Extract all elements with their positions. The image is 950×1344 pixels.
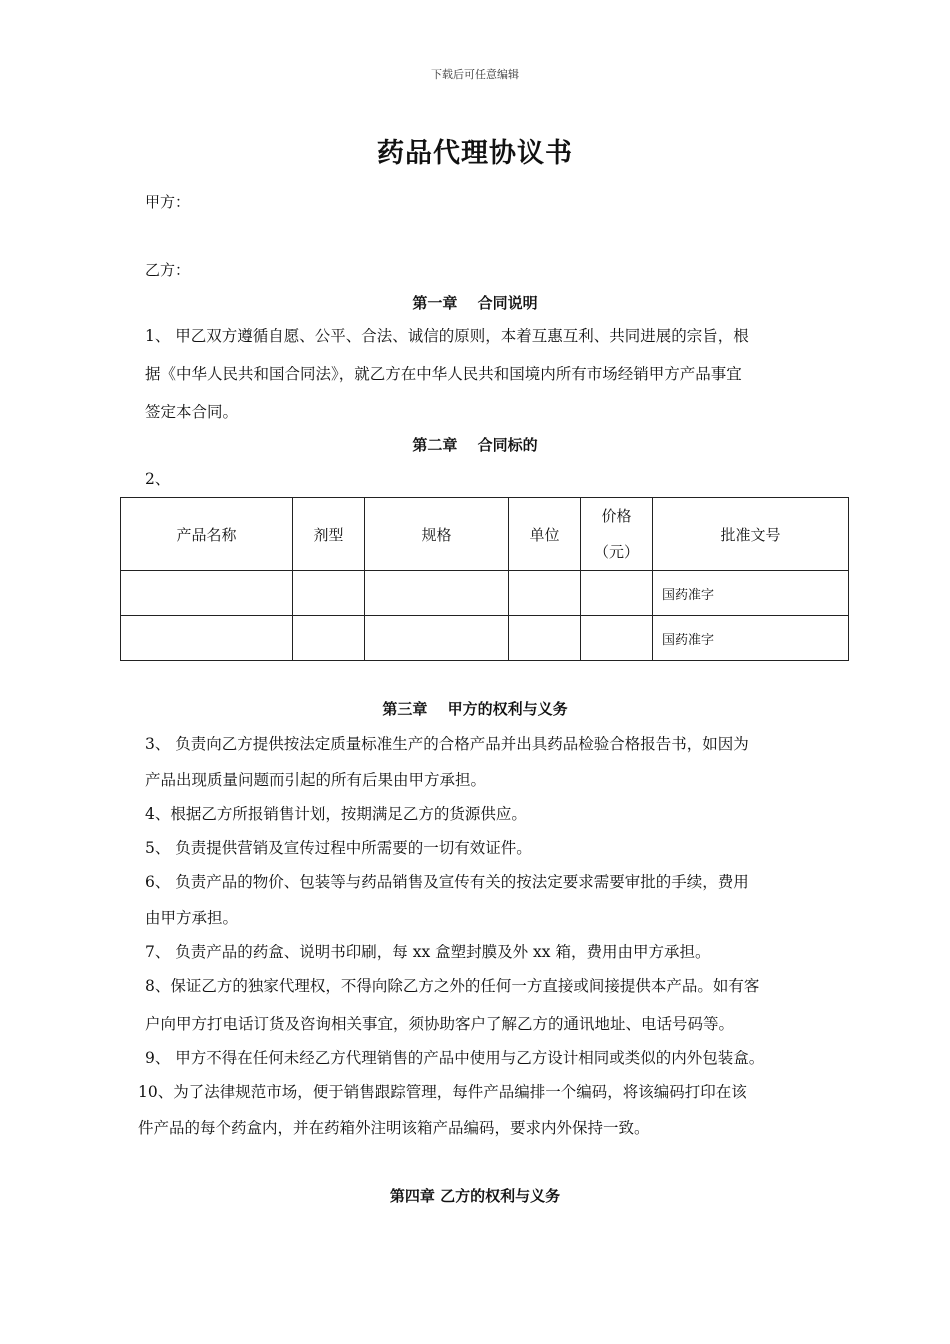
header-unit: 单位 xyxy=(509,498,581,571)
chapter-2-heading: 第二章 合同标的 xyxy=(412,436,538,454)
cell-specification xyxy=(365,616,509,661)
clause-2-label: 2、 xyxy=(145,470,171,488)
cell-approval-number: 国药准字 xyxy=(653,571,849,616)
product-table xyxy=(120,497,849,661)
cell-dosage-form xyxy=(293,571,365,616)
cell-unit xyxy=(509,571,581,616)
party-a-label: 甲方： xyxy=(145,193,191,211)
clause-8-line-1: 8、保证乙方的独家代理权，不得向除乙方之外的任何一方直接或间接提供本产品。如有客 xyxy=(145,977,760,995)
clause-10-line-2: 件产品的每个药盒内，并在药箱外注明该箱产品编码，要求内外保持一致。 xyxy=(138,1119,650,1137)
cell-price xyxy=(581,571,653,616)
clause-3-line-1: 3、 负责向乙方提供按法定质量标准生产的合格产品并出具药品检验合格报告书，如因为 xyxy=(145,735,749,753)
clause-10-line-1: 10、为了法律规范市场，便于销售跟踪管理，每件产品编排一个编码，将该编码打印在该 xyxy=(138,1083,747,1101)
cell-approval-number: 国药准字 xyxy=(653,616,849,661)
header-approval-number: 批准文号 xyxy=(653,498,849,571)
header-product-name: 产品名称 xyxy=(121,498,293,571)
clause-5: 5、 负责提供营销及宣传过程中所需要的一切有效证件。 xyxy=(145,839,532,857)
clause-6-line-1: 6、 负责产品的物价、包装等与药品销售及宣传有关的按法定要求需要审批的手续，费用 xyxy=(145,873,749,891)
cell-product-name xyxy=(121,571,293,616)
header-specification: 规格 xyxy=(365,498,509,571)
header-note: 下载后可任意编辑 xyxy=(431,68,519,81)
cell-dosage-form xyxy=(293,616,365,661)
clause-9: 9、 甲方不得在任何未经乙方代理销售的产品中使用与乙方设计相同或类似的内外包装盒。 xyxy=(145,1049,765,1067)
cell-price xyxy=(581,616,653,661)
clause-1-line-1: 1、 甲乙双方遵循自愿、公平、合法、诚信的原则，本着互惠互利、共同进展的宗旨，根 xyxy=(145,327,749,345)
clause-4: 4、根据乙方所报销售计划，按期满足乙方的货源供应。 xyxy=(145,805,527,823)
clause-3-line-2: 产品出现质量问题而引起的所有后果由甲方承担。 xyxy=(145,771,487,789)
cell-unit xyxy=(509,616,581,661)
header-price-currency: （元） xyxy=(593,543,639,561)
header-price-label: 价格 xyxy=(601,507,632,525)
cell-specification xyxy=(365,571,509,616)
header-price xyxy=(581,498,653,571)
clause-6-line-2: 由甲方承担。 xyxy=(145,909,239,927)
cell-product-name xyxy=(121,616,293,661)
table-row xyxy=(121,616,849,661)
clause-1-line-2: 据《中华人民共和国合同法》，就乙方在中华人民共和国境内所有市场经销甲方产品事宜 xyxy=(145,365,742,383)
chapter-1-heading: 第一章 合同说明 xyxy=(412,294,538,312)
chapter-3-heading: 第三章 甲方的权利与义务 xyxy=(382,700,568,718)
clause-1-line-3: 签定本合同。 xyxy=(145,403,239,421)
table-row xyxy=(121,571,849,616)
party-b-label: 乙方： xyxy=(145,261,191,279)
chapter-4-heading: 第四章 乙方的权利与义务 xyxy=(389,1187,561,1205)
document-title: 药品代理协议书 xyxy=(377,138,573,169)
header-dosage-form: 剂型 xyxy=(293,498,365,571)
table-header-row xyxy=(121,498,849,571)
clause-7: 7、 负责产品的药盒、说明书印刷，每 xx 盒塑封膜及外 xx 箱，费用由甲方承担。 xyxy=(145,943,711,961)
clause-8-line-2: 户向甲方打电话订货及咨询相关事宜，须协助客户了解乙方的通讯地址、电话号码等。 xyxy=(145,1015,735,1033)
